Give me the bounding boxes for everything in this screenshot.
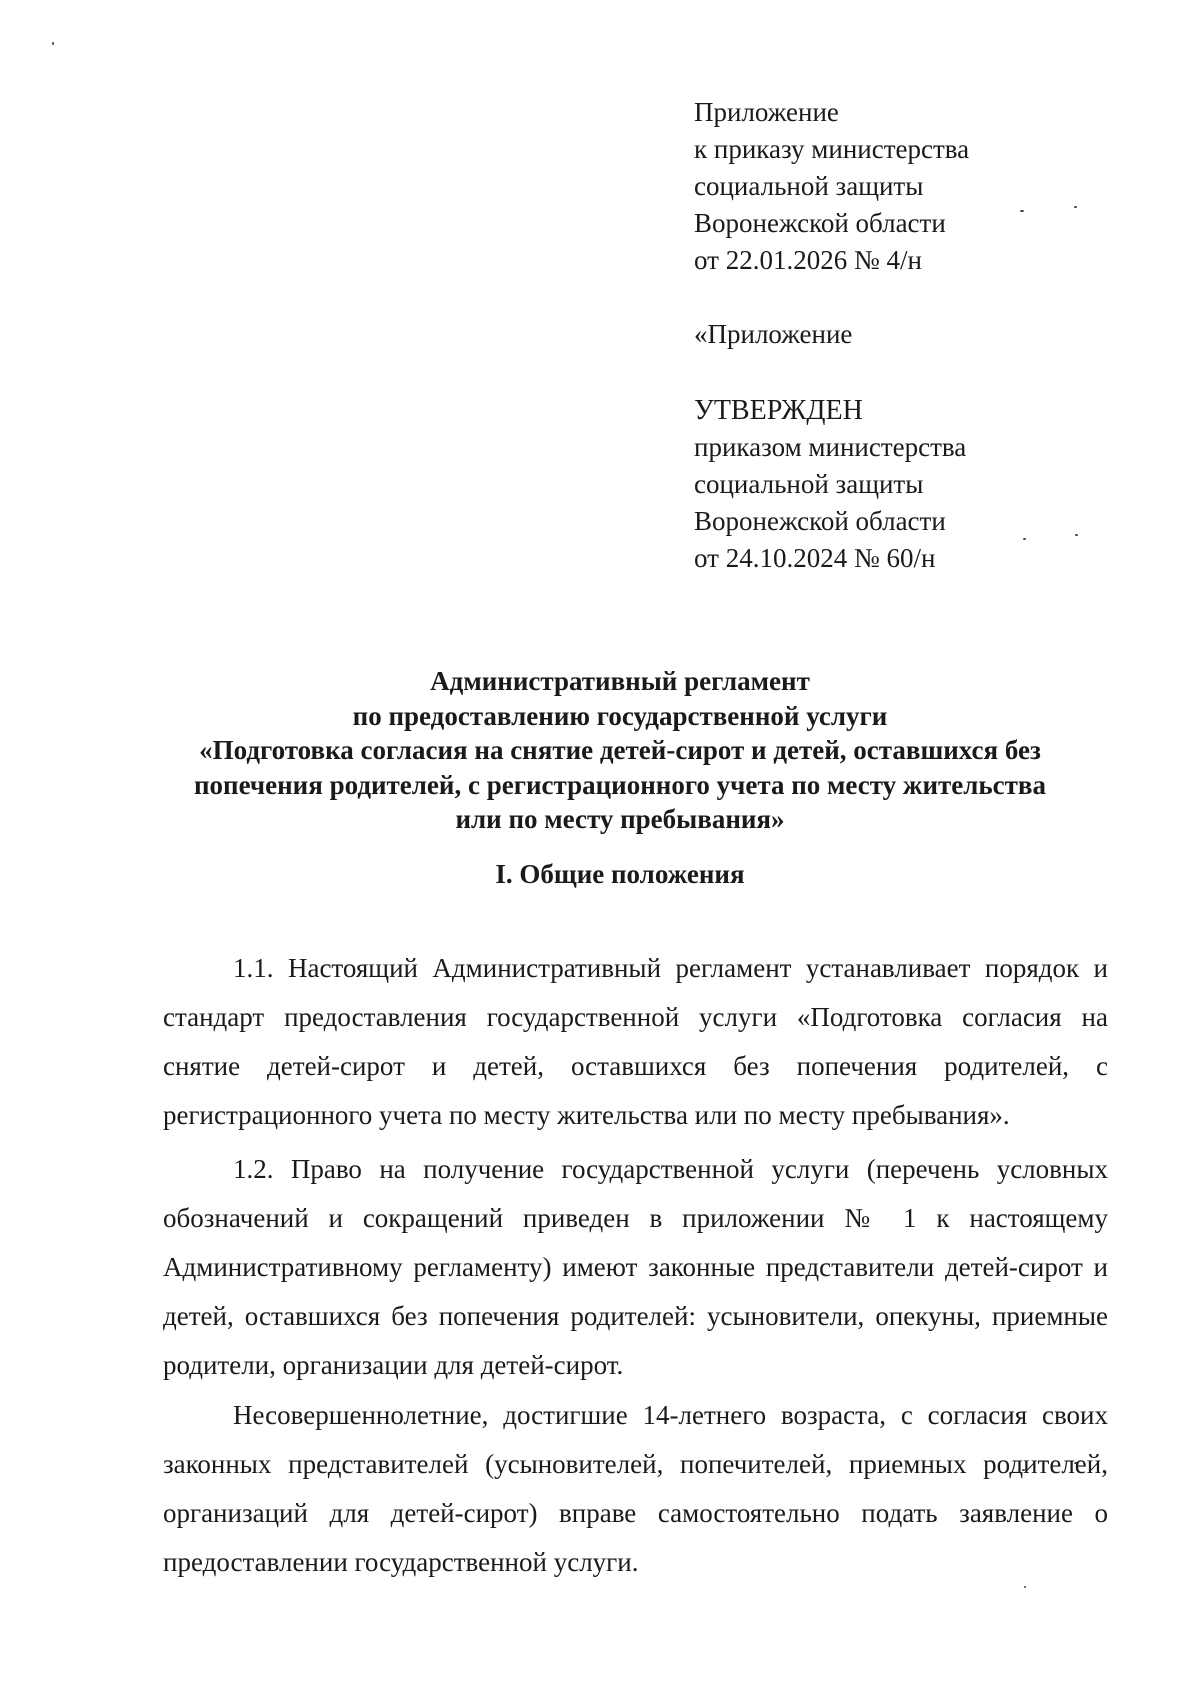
paragraph-1-2: 1.2. Право на получение государственной услуги (перечень условных обозначений и сокращений приведен в приложении № 1 к настоящему Административному регламенту) имеют законные представители детей-сирот и детей, оставшихся без попечения родителей: усыновители, опекуны, приемные родители, организации для детей-сирот.	[163, 1154, 1108, 1380]
document-title	[150, 664, 1090, 837]
section-heading: I. Общие положения	[495, 859, 745, 889]
paragraph-1-1: 1.1. Настоящий Административный регламент устанавливает порядок и стандарт предоставления государственной услуги «Подготовка согласия на снятие детей-сирот и детей, оставшихся без попечения родителей, с регистрационного учета по месту жительства или по месту пребывания».	[163, 953, 1108, 1130]
title-line: или по месту пребывания»	[455, 804, 785, 834]
appendix-header-line: Воронежской области	[694, 208, 946, 238]
approved-line: приказом министерства	[694, 432, 967, 462]
appendix-header-line: Приложение	[694, 97, 839, 127]
title-line: Административный регламент	[430, 666, 810, 696]
quote-appendix-label: «Приложение	[694, 319, 853, 349]
approved-word: УТВЕРЖДЕН	[694, 395, 863, 426]
appendix-header-line: социальной защиты	[694, 171, 924, 201]
approved-line: Воронежской области	[694, 506, 946, 536]
approved-line: социальной защиты	[694, 469, 924, 499]
title-line: по предоставлению государственной услуги	[352, 700, 888, 731]
title-line: «Подготовка согласия на снятие детей-сирот и детей, оставшихся без	[199, 735, 1041, 765]
paragraph-minors: Несовершеннолетние, достигшие 14-летнего возраста, с согласия своих законных представителей (усыновителей, попечителей, приемных родителей, организаций для детей-сирот) вправе самостоятельно подать заявление о предоставлении государственной услуги.	[163, 1400, 1108, 1577]
title-line: попечения родителей, с регистрационного учета по месту жительства	[193, 769, 1047, 800]
approved-block	[694, 392, 1134, 577]
scan-speck	[52, 42, 54, 45]
appendix-header-line: от 22.01.2026 № 4/н	[694, 245, 922, 275]
appendix-header-line: к приказу министерства	[694, 134, 970, 164]
appendix-header	[694, 94, 1134, 279]
approved-line: от 24.10.2024 № 60/н	[694, 543, 936, 573]
